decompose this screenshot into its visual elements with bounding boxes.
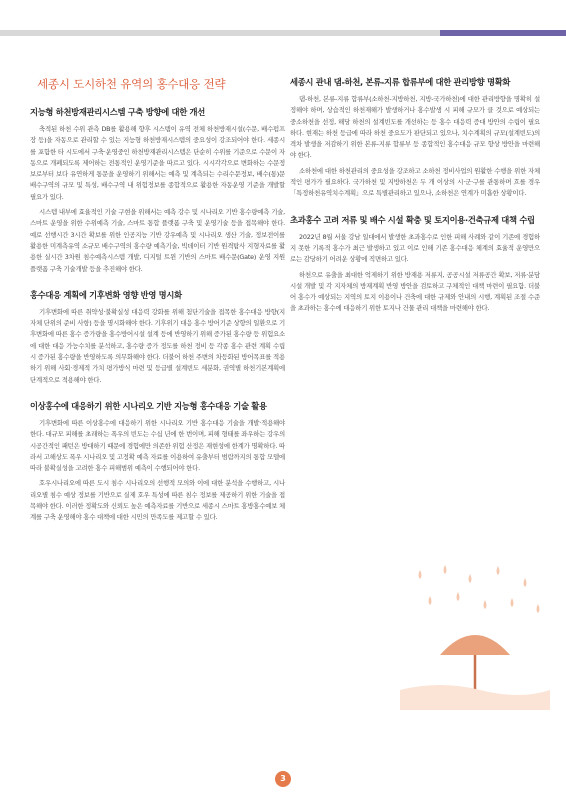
- paragraph: 기후변화에 따른 이상홍수에 대응하기 위한 시나리오 기반 홍수대응 기술을 개발·적용해야 한다. 대규모 피해를 초래하는 폭우의 빈도는 수십 년에 한 번이며, 피해 형태를 좌우하는 강우의 시공간적인 패턴은 방대하기 때문에 경험에만 의존한 위험 산정은 재현성에 한계가 명확하다. 따라서 고해상도 폭우 시나리오 및 고정확 예측 자료를 이용하여 유출부터 범람까지의 통합 모델에 따라 불확실성을 고려한 홍수 피해범위 예측이 수행되어야 한다.: [30, 418, 285, 473]
- section-scenario-flood: [30, 400, 285, 524]
- section-excess-flood: [290, 214, 540, 315]
- top-color-bar: [0, 30, 566, 36]
- paragraph: 하천으로 유출을 최대한 억제하기 위한 방재용 저류지, 공공시설 저류공간 확보, 저류·분담 시설 개발 및 각 지자체의 방재계획 반영 방안을 검토하고 구체적인 대책 마련이 필요함. 더불어 홍수가 예상되는 지역의 토지 이용이나 건축에 대한 규제와 안내의 시행, 계획된 조절 수준을 초과하는 홍수에 대응하기 위한 토지나 건물 관리 대책을 마련해야 한다.: [290, 270, 540, 313]
- right-column: [290, 72, 540, 329]
- raindrops: [419, 565, 540, 613]
- top-bar-purple: [440, 30, 566, 36]
- section-heading: 홍수대응 계획에 기후변화 영향 반영 명시화: [30, 289, 182, 300]
- paragraph: 호우시나리오에 따른 도시 침수 시나리오의 선행적 모의와 이에 대한 분석을 수행하고, 시나리오별 침수 예상 정보를 기반으로 실제 호우 특성에 따른 침수 정보를 제공하기 위한 기술을 접목해야 한다. 이러한 정확도와 신뢰도 높은 예측자료를 기반으로 세종시 스마트 홍방홍수예보 체계를 구축 운영해야 홍수 대책에 대한 시민의 만족도를 제고할 수 있다.: [30, 479, 285, 522]
- paragraph: 댐-하천, 본류-지류 합류부(소하천-지방하천, 지방-국가하천)에 대한 관리방향을 명확히 설정해야 하며, 상습적인 하천재해가 발생하거나 홍수발생 시 피해 규모가 클 것으로 예상되는 중소하천을 선정, 해당 하천의 설계빈도를 개선하는 등 홍수 대응력 증대 방안의 수립이 필요하다. 현재는 하천 등급에 따라 하천 중요도가 판단되고 있으나, 치수계획의 규모(설계빈도)의 격차 발생을 저감하기 위한 본류-지류 합류부 등 종합적인 홍수대응 규모 향상 방안을 마련해야 한다.: [290, 95, 540, 160]
- section-heading: 초과홍수 고려 저류 및 배수 시설 확충 및 토지이용·건축규제 대책 수립: [290, 214, 535, 225]
- section-confluence: [290, 76, 540, 200]
- section-climate-change: [30, 289, 285, 386]
- left-column: [30, 72, 285, 538]
- rain-umbrella-illustration: [400, 560, 550, 710]
- section-intelligent-system: [30, 106, 285, 275]
- paragraph: 축적된 하천 수위 관측 DB를 활용해 향후 시스템이 유역 전체 하천방재시설(수문, 배수펌프장 등)을 자동으로 관리할 수 있는 지능형 하천방재시스템의 중요성이 강조되어야 한다. 세종시를 포함한 타 시도에서 구축·운영중인 하천방재관리시스템은 단순히 수위를 기준으로 수문이 자동으로 개폐되도록 제어하는 전통적인 운영기준을 따르고 있다. 시시각각으로 변화하는 수문정보로부터 보다 유연하게 통문을 운영하기 위해서는 예측 및 계측되는 수리수문정보, 배수(통)문 배수구역의 규모 및 특성, 배수구역 내 위험정보를 종합적으로 활용한 자동운영 기준을 개발할 필요가 있다.: [30, 125, 285, 201]
- section-heading: 이상홍수에 대응하기 위한 시나리오 기반 지능형 홍수대응 기술 활용: [30, 400, 267, 411]
- section-heading: 세종시 관내 댐-하천, 본류-지류 합류부에 대한 관리방향 명확화: [290, 77, 511, 87]
- page-number: 3: [275, 771, 291, 787]
- top-bar-gray: [0, 30, 440, 36]
- page-title: 세종시 도시하천 유역의 홍수대응 전략: [37, 77, 226, 91]
- paragraph: 시스템 내부에 효율적인 기술 구현을 위해서는 예측 강수 및 시나리오 기반 홍수량예측 기술, 스마트 운영을 위한 수위예측 기술, 스마트 통합 플랫폼 구축 및 운영기술 등을 접목해야 한다. 예로 선행시간 3시간 확보를 위한 인공지능 기반 강우예측 및 시나리오 생산 기술, 정보전이를 활용한 미계측유역 소규모 배수구역의 홍수량 예측기술, 빅데이터 기반 원격탐사 지형자료를 활용한 실시간 3차원 침수예측시스템 개발, 디지털 트윈 기반의 스마트 배수문(Gate) 운영 지원 플랫폼 구축 기술개발 등을 추진해야 한다.: [30, 208, 285, 273]
- paragraph: 기후변화에 따른 취약성·불확실성 대응력 강화를 위해 첨단기술을 접목한 홍수대응 방향(지자체 단위의 준비 사항) 등을 명시화해야 한다. 기후위기 대응 홍수 방어기준 상향의 일환으로 기후변화에 따른 홍수 증가량을 홍수방어시설 설계 등에 반영하기 위해 증가된 홍수량 등 위험요소에 대한 대응 가능수치를 분석하고, 홍수량 증가 정도를 하천 정비 등 각종 홍수 관련 계획 수립 시 증가된 홍수량을 반영하도록 의무화해야 한다. 더불어 하천 주변의 차등화된 방어목표를 적용하기 위해 사회·경제적 가치 평가방식 마련 및 등급별 설계빈도 세분화, 권역별 하천기본계획에 단계적으로 적용해야 한다.: [30, 307, 285, 384]
- section-heading: 지능형 하천방재관리시스템 구축 방향에 대한 개선: [30, 107, 205, 117]
- paragraph: 2022년 8월 서울 강남 일대에서 발생한 초과홍수로 인한 피해 사례와 같이 기존에 경험하지 못한 기록적 홍수가 최근 발생하고 있고 이로 인해 기존 홍수대응 체계의 효율적 운영만으로는 감당하기 어려운 상황에 직면하고 있다.: [290, 232, 540, 264]
- paragraph: 소하천에 대한 하천관리의 중요성을 강조하고 소하천 정비사업의 원활한 수행을 위한 자체적인 평가가 필요하다. 국가하천 및 지방하천은 두 개 이상의 시·군·구를 관통하며 흐를 경우 「특정하천유역치수계획」으로 특별관리하고 있으나, 소하천은 연계가 미흡한 상황이다.: [290, 166, 540, 198]
